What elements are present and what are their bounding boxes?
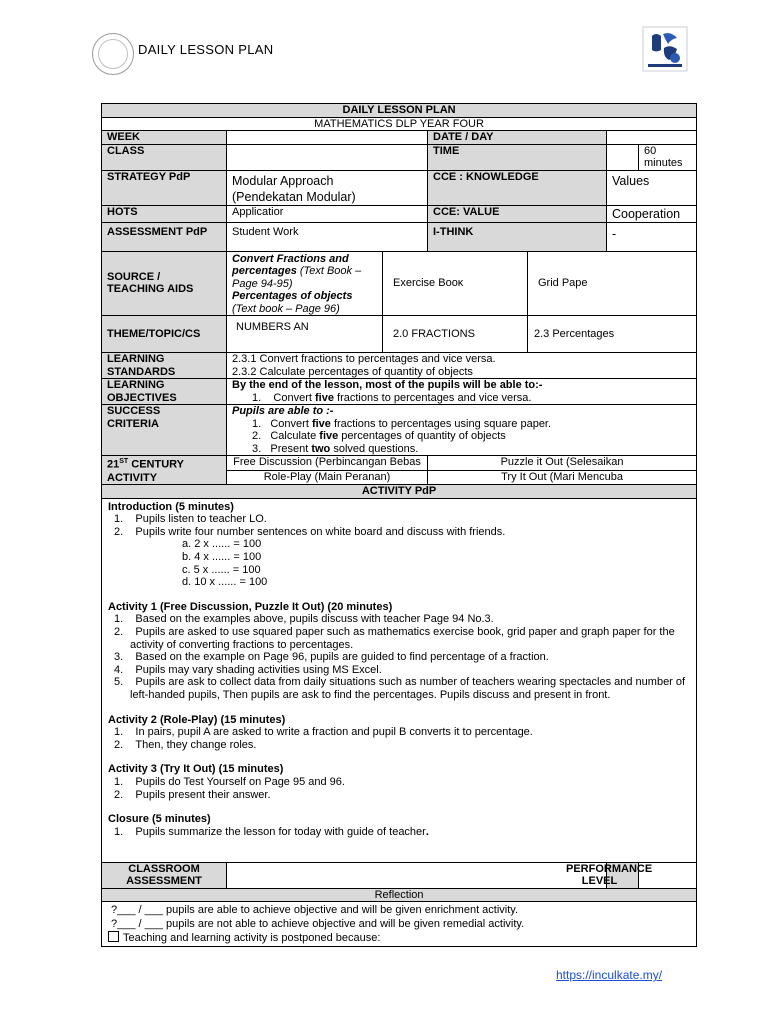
intro-title: Introduction (5 minutes) [108,500,234,513]
lo-label-line-1: LEARNING [107,379,165,392]
century-activity-2: Puzzle it Out (Selesaikan [428,456,697,470]
cce-value-label: CCE: VALUE [428,205,607,222]
strategy-label: STRATEGY PdP [102,170,227,205]
activity-1-title: Activity 1 (Free Discussion, Puzzle It Out) (20 minutes) [108,600,393,613]
time-field[interactable] [607,144,639,170]
topic-value: 2.0 FRACTIONS [383,316,528,353]
page-header-title: DAILY LESSON PLAN [138,42,274,57]
reflection-body [102,902,697,947]
source-label-line-2: TEACHING AIDS [107,283,194,296]
assessment-label: ASSESSMENT PdP [102,222,227,251]
reflection-item-3-text: Teaching and learning activity is postponed because: [123,932,381,945]
activity-1-item-3: 3. Based on the example on Page 96, pupils are guided to find percentage of a fraction. [114,651,549,664]
intro-item-1: 1. Pupils listen to teacher LO. [114,513,267,526]
activity-1-item-1: 1. Based on the examples above, pupils discuss with teacher Page 94 No.3. [114,613,494,626]
closure-title: Closure (5 minutes) [108,813,211,826]
activity-1-item-4: 4. Pupils may vary shading activities using MS Excel. [114,663,382,676]
intro-sub-b: b. 4 x ...... = 100 [182,551,262,563]
lo-intro: By the end of the lesson, most of the pupils will be able to:- [232,379,543,392]
reflection-item-3 [108,931,690,945]
sc-intro: Pupils are able to :- [232,405,334,418]
activity-header: ACTIVITY PdP [102,485,697,499]
source-1d: Page 94-95) [232,277,293,290]
century-label-line-2: ACTIVITY [107,471,158,484]
cs-value: 2.3 Percentages [528,316,697,353]
ca-label-line-1: CLASSROOM [128,862,200,875]
school-logo [92,33,134,75]
strategy-line-2: (Pendekatan Modular) [232,189,356,204]
hots-value: Applicatior [227,205,428,222]
classroom-assessment-field[interactable] [227,862,607,888]
date-field[interactable] [607,131,697,145]
source-label-line-1: SOURCE / [107,270,161,283]
hots-label: HOTS [102,205,227,222]
ls-item-2: 2.3.2 Calculate percentages of quantity of objects [232,365,473,378]
success-criteria-value [227,405,697,456]
intro-sub-a: a. 2 x ...... = 100 [182,538,262,551]
lesson-plan-table [101,103,697,947]
closure-item-1: 1. Pupils summarize the lesson for today with guide of teacher. [114,825,429,838]
intro-sub-c: c. 5 x ...... = 100 [182,563,261,576]
ithink-value: - [607,222,697,251]
theme-label: THEME/TOPIC/CS [102,316,227,353]
reflection-item-2: ?___ / ___ pupils are not able to achieve objective and will be given remedial activity. [111,918,525,931]
activity-3-item-2: 2. Pupils present their answer. [114,788,271,801]
postponed-checkbox[interactable] [108,931,119,942]
century-word: CENTURY [128,459,185,472]
learning-objectives-value [227,379,697,405]
activity-3-item-1: 1. Pupils do Test Yourself on Page 95 and 96. [114,775,345,788]
time-label: TIME [428,144,607,170]
activity-1-item-2: 2. Pupils are asked to use squared paper such as mathematics exercise book, grid paper and graph paper for the activity of converting fractions to percentages. [114,625,675,651]
activity-3-title: Activity 3 (Try It Out) (15 minutes) [108,763,284,776]
ithink-label: I-THINK [428,222,607,251]
sc-item-2: 2. Calculate five percentages of quantity of objects [252,430,506,443]
lo-item-num: 1. [252,391,262,404]
performance-level-label [566,862,653,888]
classroom-assessment-label [102,862,227,888]
ls-label-line-2: STANDARDS [107,365,176,378]
source-1a: Convert Fractions and [232,252,349,265]
class-field[interactable] [227,144,428,170]
intro-item-2: 2. Pupils write four number sentences on white board and discuss with friends. [114,525,506,538]
lo-item-text-end: fractions to percentages and vice versa. [333,391,532,404]
source-2a: Percentages of objects [232,290,353,303]
plan-subtitle: MATHEMATICS DLP YEAR FOUR [102,117,697,131]
success-criteria-label [102,405,227,456]
date-label: DATE / DAY [428,131,607,145]
century-activity-1: Free Discussion (Perbincangan Bebas [227,456,428,470]
source-label [102,251,227,316]
cce-knowledge-label: CCE : KNOWLEDGE [428,170,607,205]
reflection-header: Reflection [102,888,697,902]
ca-label-line-2: ASSESSMENT [126,875,202,888]
sc-item-1: 1. Convert five fractions to percentages using square paper. [252,417,552,430]
learning-standards-label [102,353,227,379]
century-activity-4: Try It Out (Mari Mencuba [428,470,697,484]
intro-sub-d: d. 10 x ...... = 100 [182,576,268,589]
lo-item-1 [232,392,691,405]
source-exercise-book: Exercise Booĸ [383,251,528,316]
activity-1-item-5: 5. Pupils are ask to collect data from daily situations such as number of teachers wearing spectacles and number of left-handed pupils, Then pupils are ask to find the percentages. Pupils discuss and present in front. [114,676,686,701]
cce-value-value: Cooperation [607,205,697,222]
week-field[interactable] [227,131,428,145]
ls-item-1: 2.3.1 Convert fractions to percentages and vice versa. [232,353,496,366]
strategy-value [227,170,428,205]
lo-item-bold: five [315,391,334,404]
lo-item-text: Convert [273,391,315,404]
activity-2-title: Activity 2 (Role-Play) (15 minutes) [108,713,286,726]
strategy-line-1: Modular Approach [232,173,334,188]
sc-label-line-2: CRITERIA [107,417,159,430]
lo-label-line-2: OBJECTIVES [107,391,177,404]
ministry-logo-icon [642,26,688,72]
assessment-value: Student Work [227,222,428,251]
source-grid-paper: Grid Pape [528,251,697,316]
activity-2-item-1: 1. In pairs, pupil A are asked to write a fraction and pupil B converts it to percentage. [114,726,533,739]
source-textbook [227,251,383,316]
reflection-item-1: ?___ / ___ pupils are able to achieve objective and will be given enrichment activity. [111,904,519,917]
activity-2-item-2: 2. Then, they change roles. [114,738,257,751]
century-21: 21 [107,459,120,472]
pl-label-line-1: PERFORMANCE [566,862,653,875]
century-sup: ST [119,458,129,466]
learning-standards-value [227,353,697,379]
theme-value: NUMBERS AN [227,316,383,353]
time-duration: 60 minutes [639,144,697,170]
cce-knowledge-value: Values [607,170,697,205]
footer-link[interactable]: https://inculkate.my/ [556,968,663,982]
week-label: WEEK [102,131,227,145]
sc-item-3: 3. Present two solved questions. [252,442,419,455]
source-2b: (Text book – Page 96) [232,302,340,315]
source-1b: percentages [232,265,297,278]
learning-objectives-label [102,379,227,405]
class-label: CLASS [102,144,227,170]
source-1c: (Text Book – [296,265,362,278]
sc-label-line-1: SUCCESS [107,405,161,418]
century-activity-3: Role-Play (Main Peranan) [227,470,428,484]
activity-body [102,498,697,862]
ls-label-line-1: LEARNING [107,353,165,366]
century-activity-label [102,456,227,485]
pl-label-line-2: LEVEL [581,875,618,888]
plan-title: DAILY LESSON PLAN [102,104,697,118]
